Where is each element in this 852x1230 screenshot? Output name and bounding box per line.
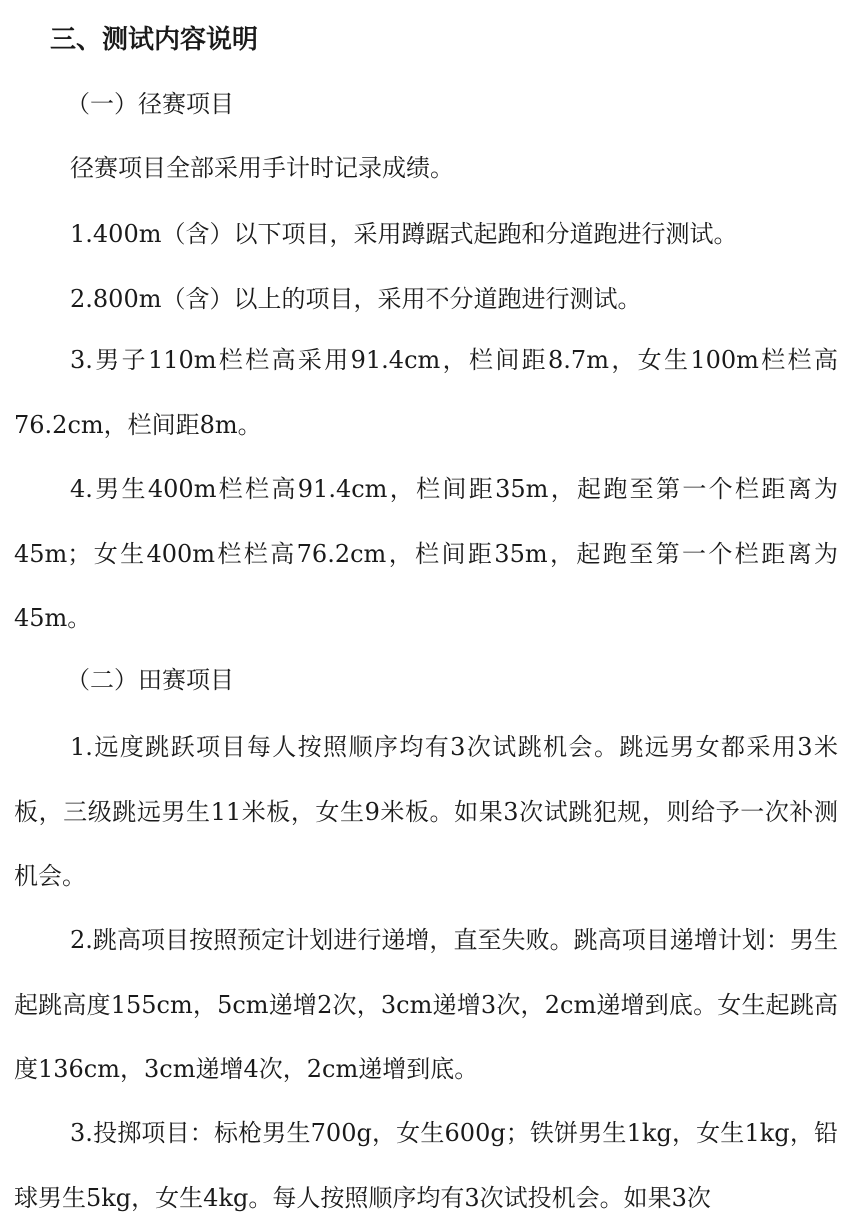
field-events-heading: （二）田赛项目 [66,666,234,694]
track-intro: 径赛项目全部采用手计时记录成绩。 [70,154,454,182]
track-item-3: 3.男子110m栏栏高采用91.4cm，栏间距8.7m，女生100m栏栏高76.2cm，栏间距8m。 [14,346,838,439]
field-item-2: 2.跳高项目按照预定计划进行递增，直至失败。跳高项目递增计划：男生起跳高度155cm，5cm递增2次，3cm递增3次，2cm递增到底。女生起跳高度136cm，3cm递增4次，2cm递增到底。 [14,926,838,1083]
track-item-2: 2.800m（含）以上的项目，采用不分道跑进行测试。 [70,285,642,313]
track-events-heading: （一）径赛项目 [66,90,234,118]
field-item-3: 3.投掷项目：标枪男生700g，女生600g；铁饼男生1kg，女生1kg，铅球男生5kg，女生4kg。每人按照顺序均有3次试投机会。如果3次 [14,1119,838,1212]
track-item-1: 1.400m（含）以下项目，采用蹲踞式起跑和分道跑进行测试。 [70,220,738,248]
field-item-1: 1.远度跳跃项目每人按照顺序均有3次试跳机会。跳远男女都采用3米板，三级跳远男生11米板，女生9米板。如果3次试跳犯规，则给予一次补测机会。 [14,733,838,890]
section-title: 三、测试内容说明 [50,25,259,55]
track-item-4: 4.男生400m栏栏高91.4cm，栏间距35m，起跑至第一个栏距离为45m；女生400m栏栏高76.2cm，栏间距35m，起跑至第一个栏距离为45m。 [14,475,838,632]
